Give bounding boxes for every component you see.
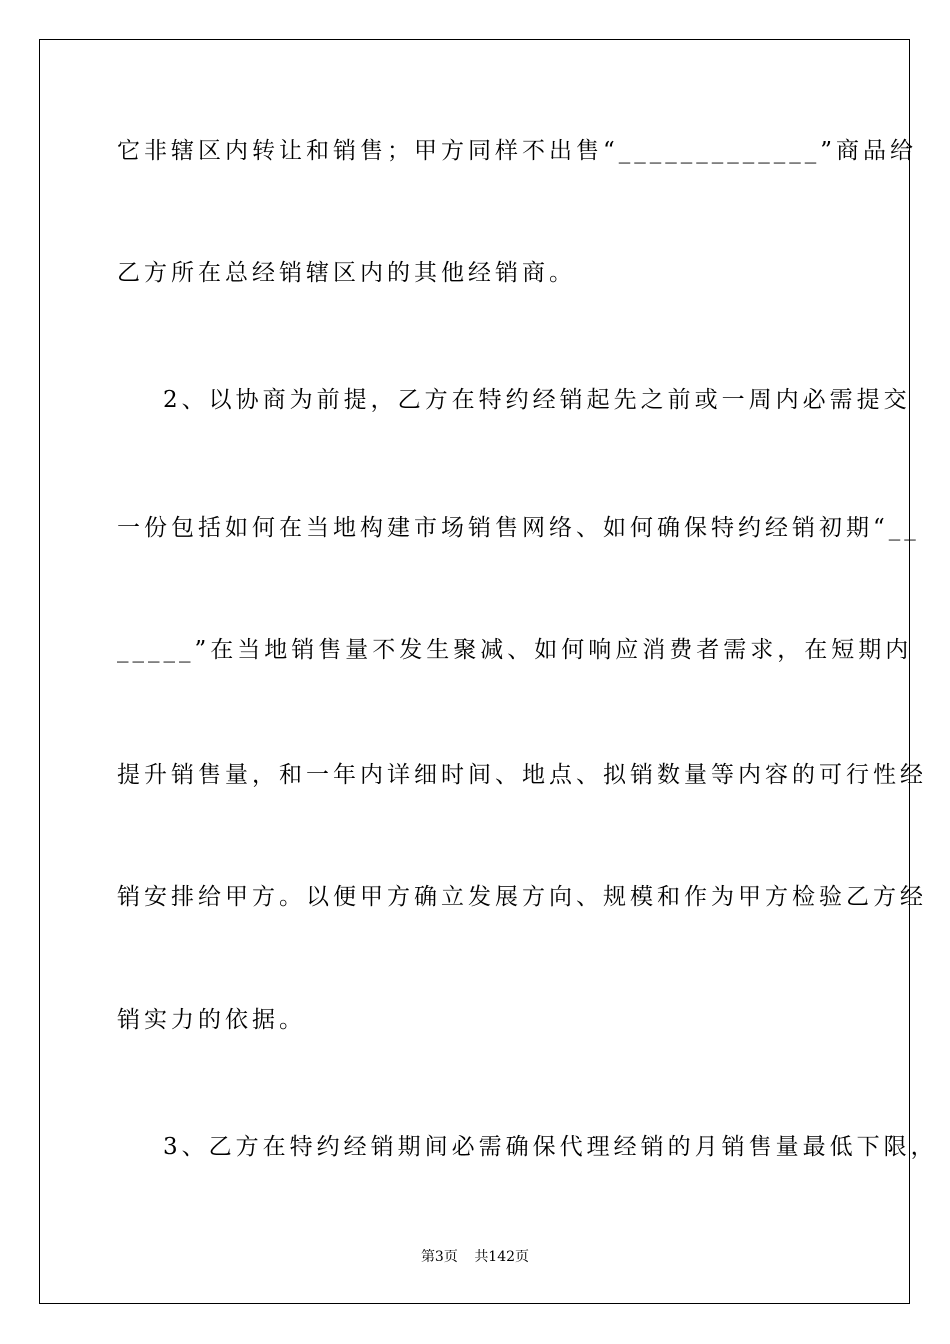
body-text-line: 2、以协商为前提，乙方在特约经销起先之前或一周内必需提交	[163, 387, 911, 413]
body-text-line: _____”在当地销售量不发生聚减、如何响应消费者需求，在短期内	[117, 637, 913, 663]
body-text-line: 销实力的依据。	[117, 1007, 306, 1033]
body-text-line: 提升销售量，和一年内详细时间、地点、拟销数量等内容的可行性经	[117, 762, 927, 788]
body-text-line: 销安排给甲方。以便甲方确立发展方向、规模和作为甲方检验乙方经	[117, 884, 927, 910]
body-text-line: 它非辖区内转让和销售；甲方同样不出售“_____________”商品给	[117, 138, 918, 164]
body-text-line: 乙方所在总经销辖区内的其他经销商。	[117, 260, 576, 286]
body-text-line: 一份包括如何在当地构建市场销售网络、如何确保特约经销初期“__	[117, 515, 920, 541]
body-text-line: 3、乙方在特约经销期间必需确保代理经销的月销售量最低下限，	[163, 1134, 938, 1160]
page-footer	[0, 1246, 950, 1266]
page-border	[39, 39, 938, 1304]
page-total: 共142页	[474, 1249, 530, 1265]
page-number: 第3页	[420, 1249, 458, 1265]
